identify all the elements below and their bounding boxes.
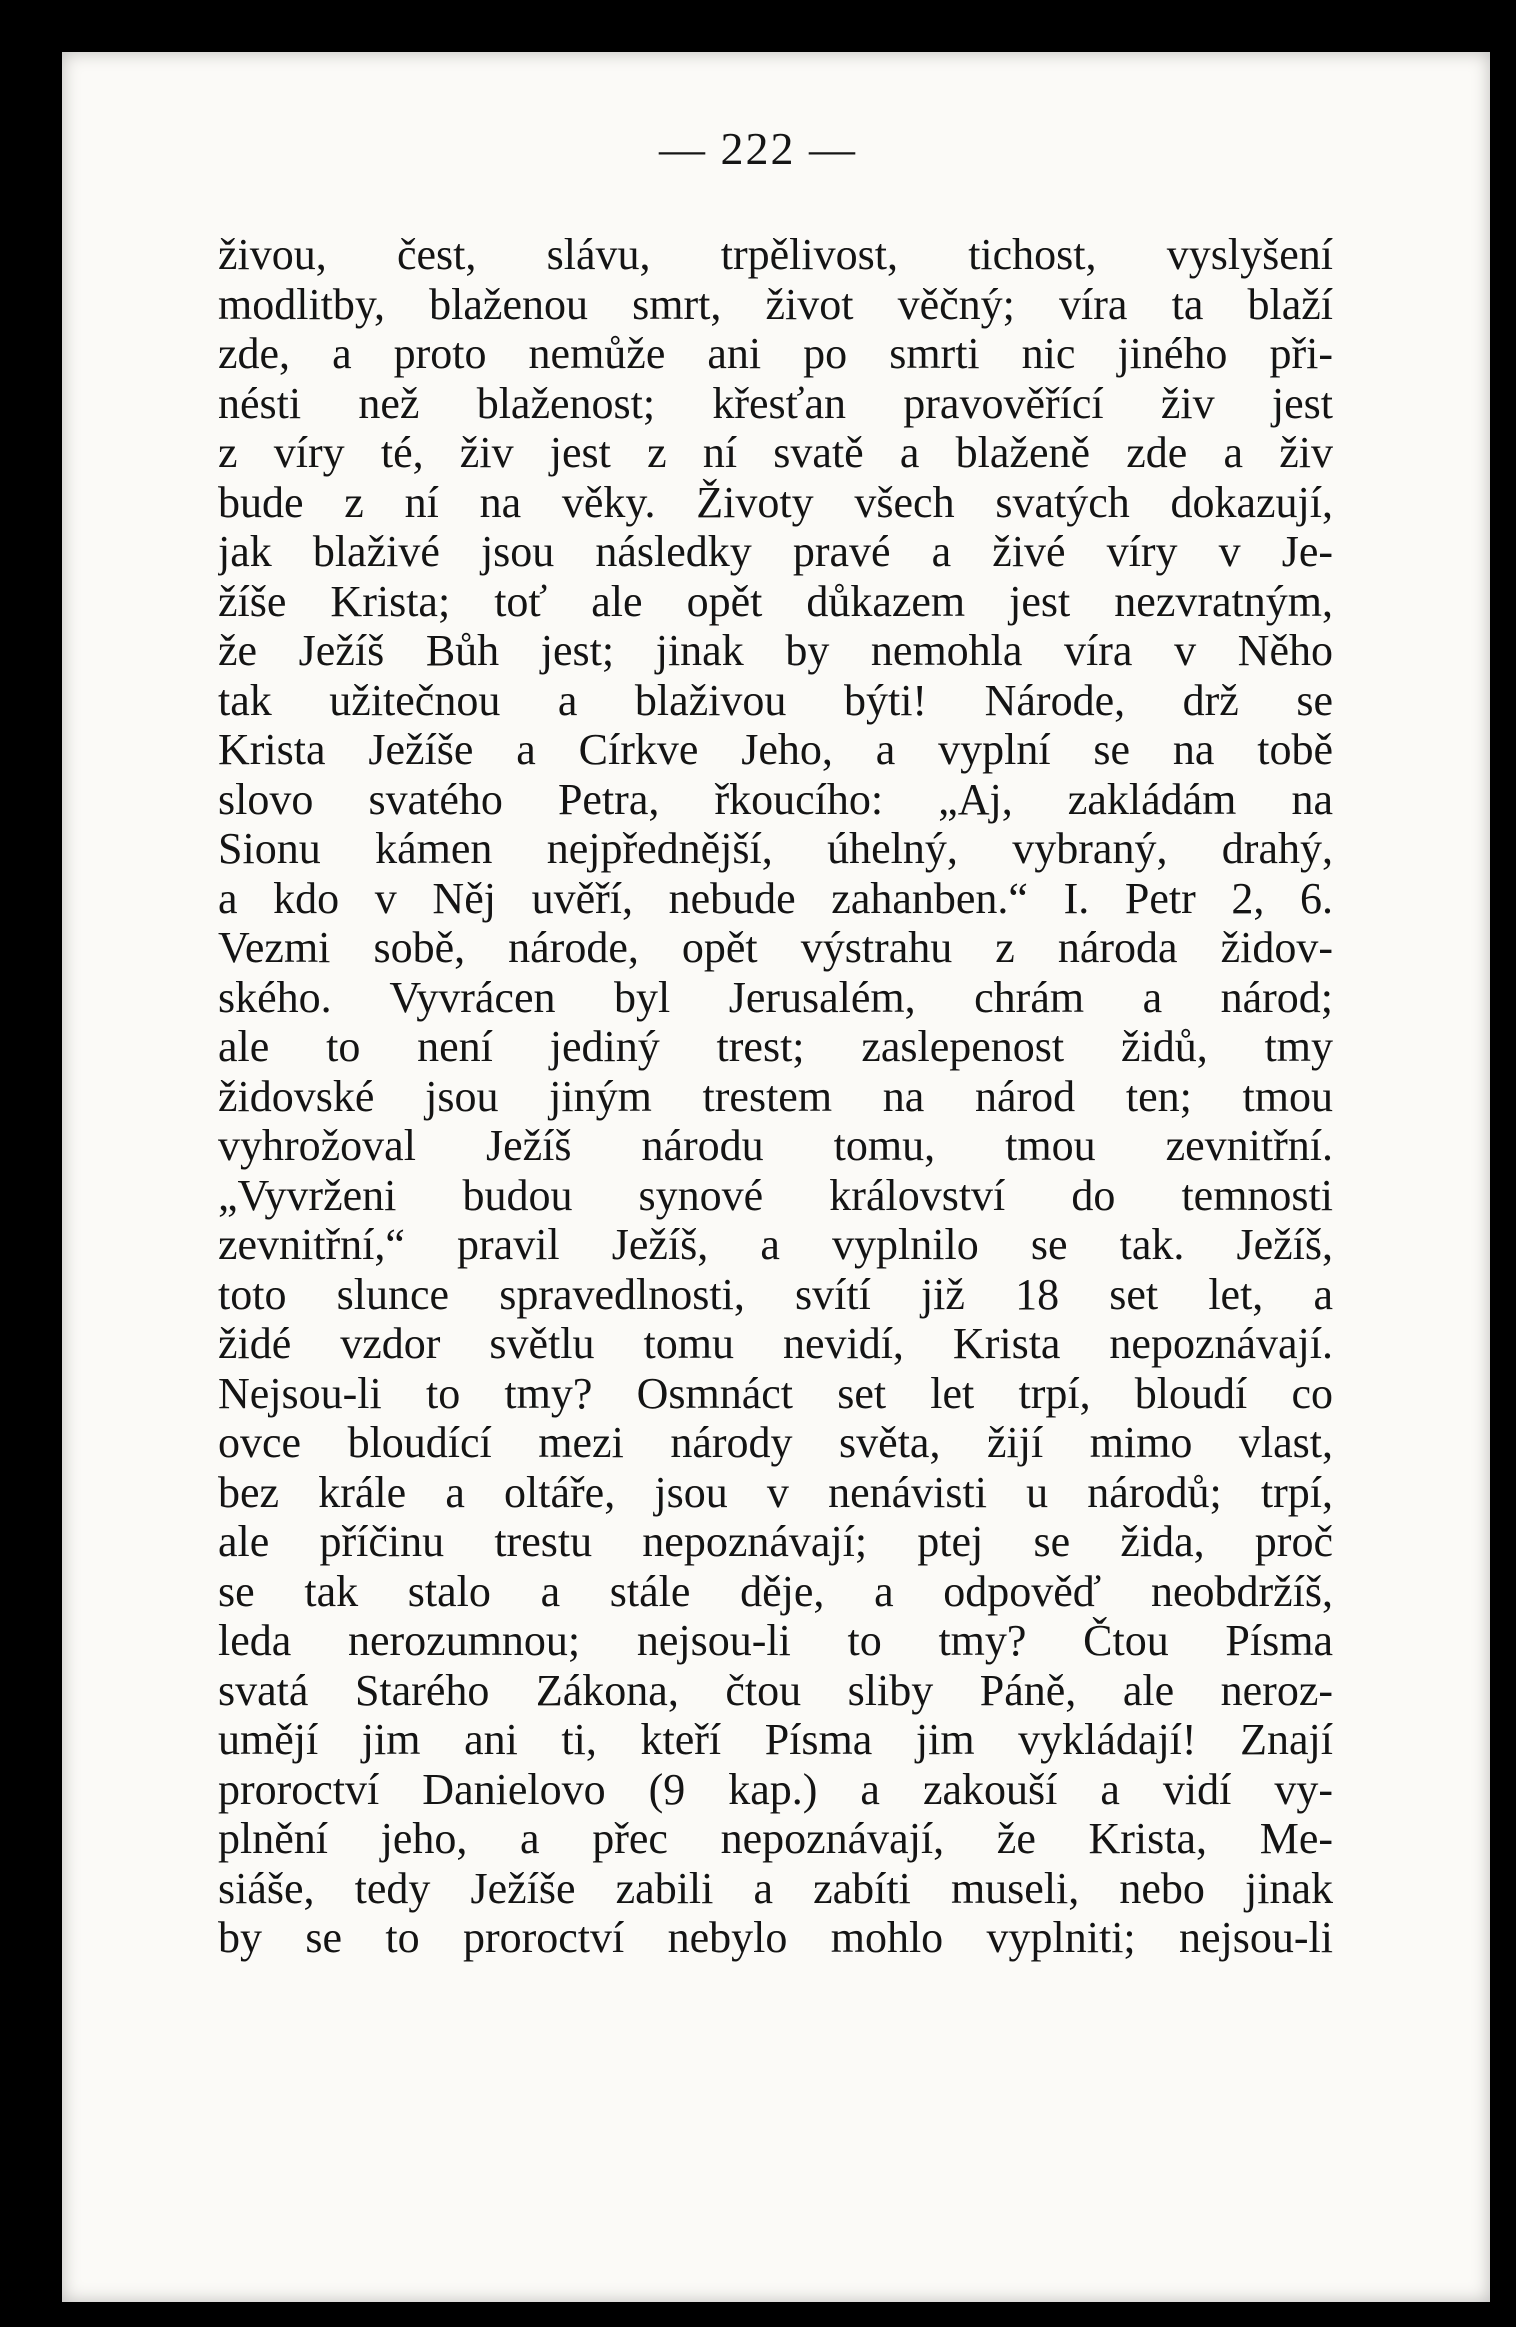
text-line: židé vzdor světlu tomu nevidí, Krista nepoznávají. [218, 1319, 1333, 1368]
text-line: tak užitečnou a blaživou býti! Národe, drž se [218, 675, 1333, 725]
text-line: zde, a proto nemůže ani po smrti nic jiného při- [218, 329, 1333, 378]
text-line: z víry té, živ jest z ní svatě a blaženě zde a živ [218, 428, 1333, 477]
text-line: proroctví Danielovo (9 kap.) a zakouší a vidí vy- [218, 1764, 1333, 1814]
text-line: vyhrožoval Ježíš národu tomu, tmou zevnitřní. [218, 1121, 1333, 1170]
text-line: slovo svatého Petra, řkoucího: „Aj, zakládám na [218, 774, 1333, 824]
text-line: „Vyvrženi budou synové království do temnosti [218, 1170, 1333, 1220]
text-line: ovce bloudící mezi národy světa, žijí mimo vlast, [218, 1418, 1333, 1467]
text-line: svatá Starého Zákona, čtou sliby Páně, ale neroz- [218, 1665, 1333, 1715]
text-line: bude z ní na věky. Životy všech svatých dokazují, [218, 477, 1333, 527]
body-text [218, 230, 1333, 1963]
text-line: Krista Ježíše a Církve Jeho, a vyplní se na tobě [218, 725, 1333, 774]
text-line: toto slunce spravedlnosti, svítí již 18 set let, a [218, 1269, 1333, 1319]
text-line: Nejsou-li to tmy? Osmnáct set let trpí, bloudí co [218, 1368, 1333, 1418]
text-line: umějí jim ani ti, kteří Písma jim vykládají! Znají [218, 1715, 1333, 1764]
text-line: se tak stalo a stále děje, a odpověď neobdržíš, [218, 1566, 1333, 1616]
text-line: že Ježíš Bůh jest; jinak by nemohla víra v Něho [218, 626, 1333, 675]
text-line: modlitby, blaženou smrt, život věčný; víra ta blaží [218, 279, 1333, 329]
text-line: siáše, tedy Ježíše zabili a zabíti museli, nebo jinak [218, 1863, 1333, 1913]
text-line: žíše Krista; toť ale opět důkazem jest nezvratným, [218, 576, 1333, 626]
text-line: zevnitřní,“ pravil Ježíš, a vyplnilo se tak. Ježíš, [218, 1220, 1333, 1269]
text-line: by se to proroctví nebylo mohlo vyplniti; nejsou-li [218, 1913, 1333, 1962]
page-number: — 222 — [659, 123, 857, 174]
text-line: ale příčinu trestu nepoznávají; ptej se žida, proč [218, 1517, 1333, 1566]
text-line: Sionu kámen nejpřednější, úhelný, vybraný, drahý, [218, 824, 1333, 873]
text-line: nésti než blaženost; křesťan pravověřící živ jest [218, 378, 1333, 428]
text-line: a kdo v Něj uvěří, nebude zahanben.“ I. Petr 2, 6. [218, 873, 1333, 923]
text-line: leda nerozumnou; nejsou-li to tmy? Čtou Písma [218, 1616, 1333, 1665]
text-line: plnění jeho, a přec nepoznávají, že Krista, Me- [218, 1814, 1333, 1863]
text-line: bez krále a oltáře, jsou v nenávisti u národů; trpí, [218, 1467, 1333, 1517]
text-line: ského. Vyvrácen byl Jerusalém, chrám a národ; [218, 972, 1333, 1022]
text-line: jak blaživé jsou následky pravé a živé víry v Je- [218, 527, 1333, 576]
text-line: Vezmi sobě, národe, opět výstrahu z národa židov- [218, 923, 1333, 972]
text-line: ale to není jediný trest; zaslepenost židů, tmy [218, 1022, 1333, 1071]
text-line: židovské jsou jiným trestem na národ ten; tmou [218, 1071, 1333, 1121]
text-line: živou, čest, slávu, trpělivost, tichost, vyslyšení [218, 230, 1333, 279]
